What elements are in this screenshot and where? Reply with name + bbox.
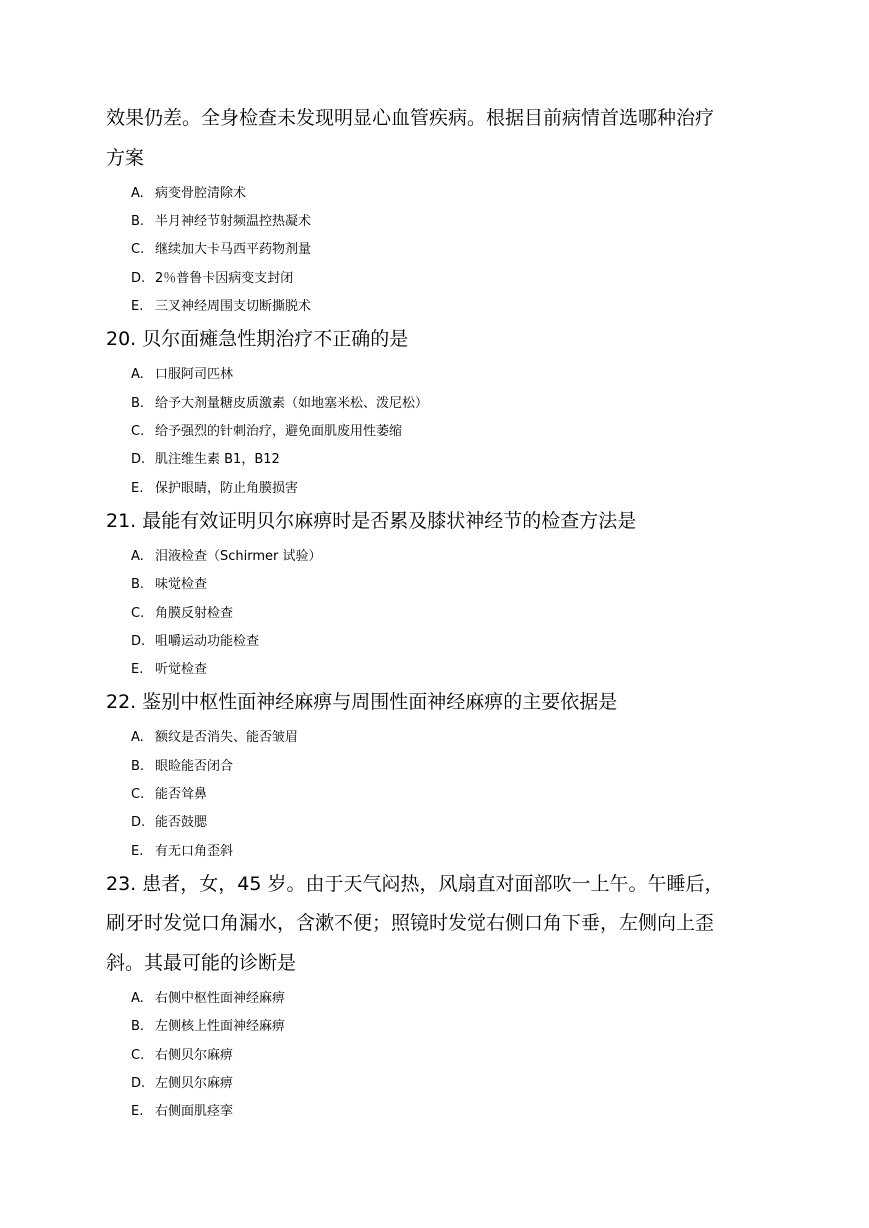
option-text: 肌注维生素 B1，B12	[155, 452, 280, 467]
option-text: 左侧贝尔麻痹	[155, 1076, 234, 1091]
option-letter: B.	[131, 759, 145, 774]
option-letter: E.	[131, 662, 144, 677]
q23-option-a	[131, 990, 285, 1008]
question-20-title: 20. 贝尔面瘫急性期治疗不正确的是	[106, 328, 409, 350]
q21-option-d	[131, 633, 259, 651]
option-letter: B.	[131, 214, 145, 229]
question-19-stem-line-2: 方案	[106, 147, 145, 169]
q21-option-a	[131, 548, 322, 566]
option-text: 能否耸鼻	[155, 787, 208, 802]
q23-option-e	[131, 1103, 233, 1121]
option-letter: A.	[131, 367, 144, 382]
option-text: 继续加大卡马西平药物剂量	[155, 242, 312, 257]
q21-option-c	[131, 605, 233, 623]
q20-option-d	[131, 451, 280, 469]
q19-option-a	[131, 185, 246, 203]
option-letter: E.	[131, 1104, 144, 1119]
q23-option-c	[131, 1047, 233, 1065]
option-letter: A.	[131, 730, 144, 745]
option-letter: A.	[131, 549, 144, 564]
option-letter: B.	[131, 396, 145, 411]
q21-option-e	[131, 661, 207, 679]
option-letter: E.	[131, 299, 144, 314]
q20-option-b	[131, 395, 428, 413]
option-letter: E.	[131, 844, 144, 859]
q19-option-b	[131, 213, 311, 231]
option-text: 听觉检查	[155, 662, 208, 677]
option-letter: C.	[131, 242, 145, 257]
q22-option-a	[131, 729, 298, 747]
q19-option-e	[131, 298, 311, 316]
option-text: 味觉检查	[155, 577, 208, 592]
option-text: 给予大剂量糖皮质激素（如地塞米松、泼尼松）	[155, 396, 429, 411]
question-23-stem-line-2: 刷牙时发觉口角漏水，含漱不便；照镜时发觉右侧口角下垂，左侧向上歪	[106, 912, 715, 934]
q20-option-a	[131, 366, 233, 384]
q23-option-d	[131, 1075, 233, 1093]
option-text: 三叉神经周围支切断撕脱术	[155, 299, 312, 314]
option-text: 右侧中枢性面神经麻痹	[155, 991, 286, 1006]
option-letter: A.	[131, 991, 144, 1006]
option-text: 角膜反射检查	[155, 606, 234, 621]
option-text: 咀嚼运动功能检查	[155, 634, 260, 649]
option-letter: D.	[131, 1076, 146, 1091]
option-letter: C.	[131, 424, 145, 439]
question-23-stem-line-3: 斜。其最可能的诊断是	[106, 952, 297, 974]
question-19-stem-line-1: 效果仍差。全身检查未发现明显心血管疾病。根据目前病情首选哪种治疗	[106, 107, 715, 129]
question-21-title: 21. 最能有效证明贝尔麻痹时是否累及膝状神经节的检查方法是	[106, 510, 637, 532]
q22-option-d	[131, 814, 207, 832]
option-letter: E.	[131, 481, 144, 496]
option-text: 右侧面肌痉挛	[155, 1104, 234, 1119]
option-text: 给予强烈的针刺治疗，避免面肌废用性萎缩	[155, 424, 403, 439]
option-letter: B.	[131, 1019, 145, 1034]
question-23-stem-line-1: 23. 患者，女，45 岁。由于天气闷热，风扇直对面部吹一上午。午睡后，	[106, 873, 724, 895]
option-text: 眼睑能否闭合	[155, 759, 234, 774]
option-text: 有无口角歪斜	[155, 844, 234, 859]
q22-option-e	[131, 843, 233, 861]
q23-option-b	[131, 1018, 285, 1036]
option-letter: D.	[131, 271, 146, 286]
option-text: 病变骨腔清除术	[155, 186, 247, 201]
q21-option-b	[131, 576, 207, 594]
option-text: 泪液检查（Schirmer 试验）	[155, 549, 322, 564]
option-text: 左侧核上性面神经麻痹	[155, 1019, 286, 1034]
option-text: 半月神经节射频温控热凝术	[155, 214, 312, 229]
option-text: 保护眼睛，防止角膜损害	[155, 481, 299, 496]
option-text: 额纹是否消失、能否皱眉	[155, 730, 299, 745]
option-letter: D.	[131, 634, 146, 649]
option-text: 2％普鲁卡因病变支封闭	[155, 271, 294, 286]
option-letter: B.	[131, 577, 145, 592]
option-letter: C.	[131, 787, 145, 802]
q19-option-c	[131, 241, 311, 259]
q19-option-d	[131, 270, 293, 288]
option-text: 能否鼓腮	[155, 815, 208, 830]
question-22-title: 22. 鉴别中枢性面神经麻痹与周围性面神经麻痹的主要依据是	[106, 691, 618, 713]
option-letter: C.	[131, 1048, 145, 1063]
option-letter: D.	[131, 452, 146, 467]
q22-option-b	[131, 758, 233, 776]
option-text: 口服阿司匹林	[155, 367, 234, 382]
option-letter: A.	[131, 186, 144, 201]
q22-option-c	[131, 786, 207, 804]
q20-option-c	[131, 423, 402, 441]
option-letter: C.	[131, 606, 145, 621]
option-letter: D.	[131, 815, 146, 830]
option-text: 右侧贝尔麻痹	[155, 1048, 234, 1063]
q20-option-e	[131, 480, 298, 498]
